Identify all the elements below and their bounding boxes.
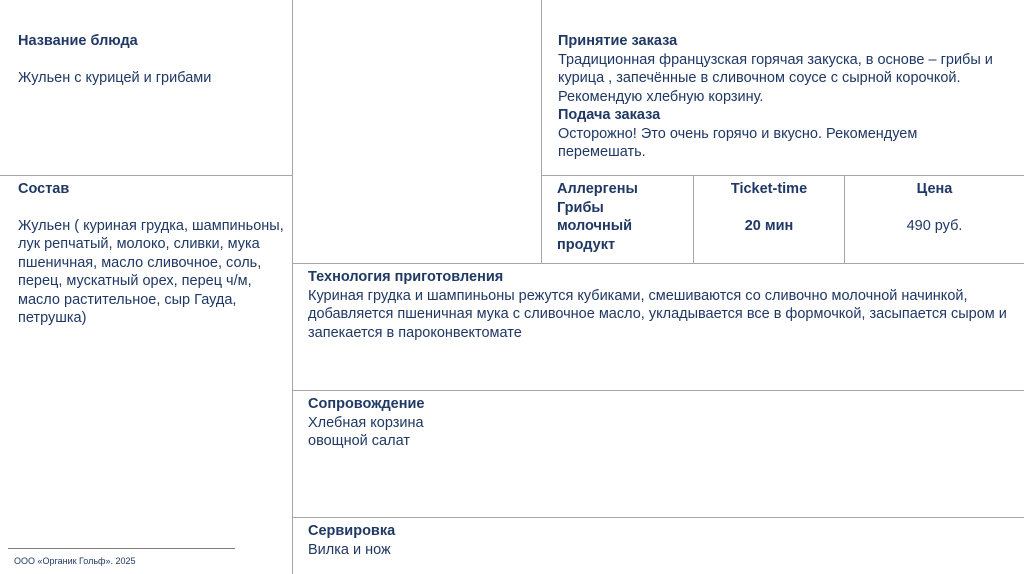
- price-cell: [845, 180, 1024, 235]
- dish-name-value: Жульен с курицей и грибами: [18, 69, 212, 86]
- order-serve-text: Осторожно! Это очень горячо и вкусно. Рекомендуем перемешать.: [558, 125, 918, 160]
- technology-label: Технология приготовления: [308, 269, 504, 285]
- accompaniment-item: овощной салат: [308, 433, 410, 449]
- dish-name-label: Название блюда: [18, 33, 138, 49]
- footer-rule: [8, 548, 235, 549]
- serving-label: Сервировка: [308, 523, 396, 539]
- accompaniment-cell: [308, 395, 1008, 451]
- composition-value: Жульен ( куриная грудка, шампиньоны, лук репчатый, молоко, сливки, мука пшеничная, масло сливочное, соль, перец, мускатный орех, перец ч/м, масло растительное, сыр Гауда, петрушка): [18, 217, 284, 326]
- composition-label: Состав: [18, 181, 70, 197]
- ticket-time-value: 20 мин: [744, 217, 794, 234]
- divider-left-column: [292, 0, 293, 574]
- serving-cell: [308, 522, 1008, 559]
- allergens-value: Грибы молочный продукт: [557, 199, 633, 253]
- price-label: Цена: [916, 181, 953, 197]
- accompaniment-item: Хлебная корзина: [308, 414, 424, 431]
- price-value: 490 руб.: [906, 217, 963, 234]
- composition-cell: [18, 180, 286, 328]
- order-accept-label: Принятие заказа: [558, 33, 678, 49]
- allergens-cell: [557, 180, 687, 254]
- order-accept-text: Традиционная французская горячая закуска, в основе – грибы и курица , запечённые в сливочном соусе с сырной корочкой. Рекомендую хлебную корзину.: [558, 51, 993, 105]
- divider-name-composition: [0, 175, 293, 176]
- dish-name-cell: [18, 32, 283, 87]
- allergens-label: Аллергены: [557, 181, 638, 197]
- order-cell: [558, 32, 1014, 162]
- accompaniment-label: Сопровождение: [308, 396, 425, 412]
- divider-info-technology: [292, 263, 1024, 264]
- divider-right-column: [541, 0, 542, 264]
- ticket-time-label: Ticket-time: [730, 181, 808, 197]
- divider-technology-accompaniment: [292, 390, 1024, 391]
- ticket-time-cell: [694, 180, 844, 235]
- footer-text: ООО «Органик Гольф». 2025: [14, 556, 136, 566]
- divider-order-info: [541, 175, 1024, 176]
- divider-accompaniment-serving: [292, 517, 1024, 518]
- technology-cell: [308, 268, 1018, 342]
- order-serve-label: Подача заказа: [558, 107, 661, 123]
- serving-value: Вилка и нож: [308, 541, 391, 558]
- technology-text: Куриная грудка и шампиньоны режутся кубиками, смешиваются со сливочно молочной начинкой, добавляется пшеничная мука с сливочное масло, укладывается все в формочкой, засыпается сыром и запекается в пароконвектомате: [308, 287, 1007, 341]
